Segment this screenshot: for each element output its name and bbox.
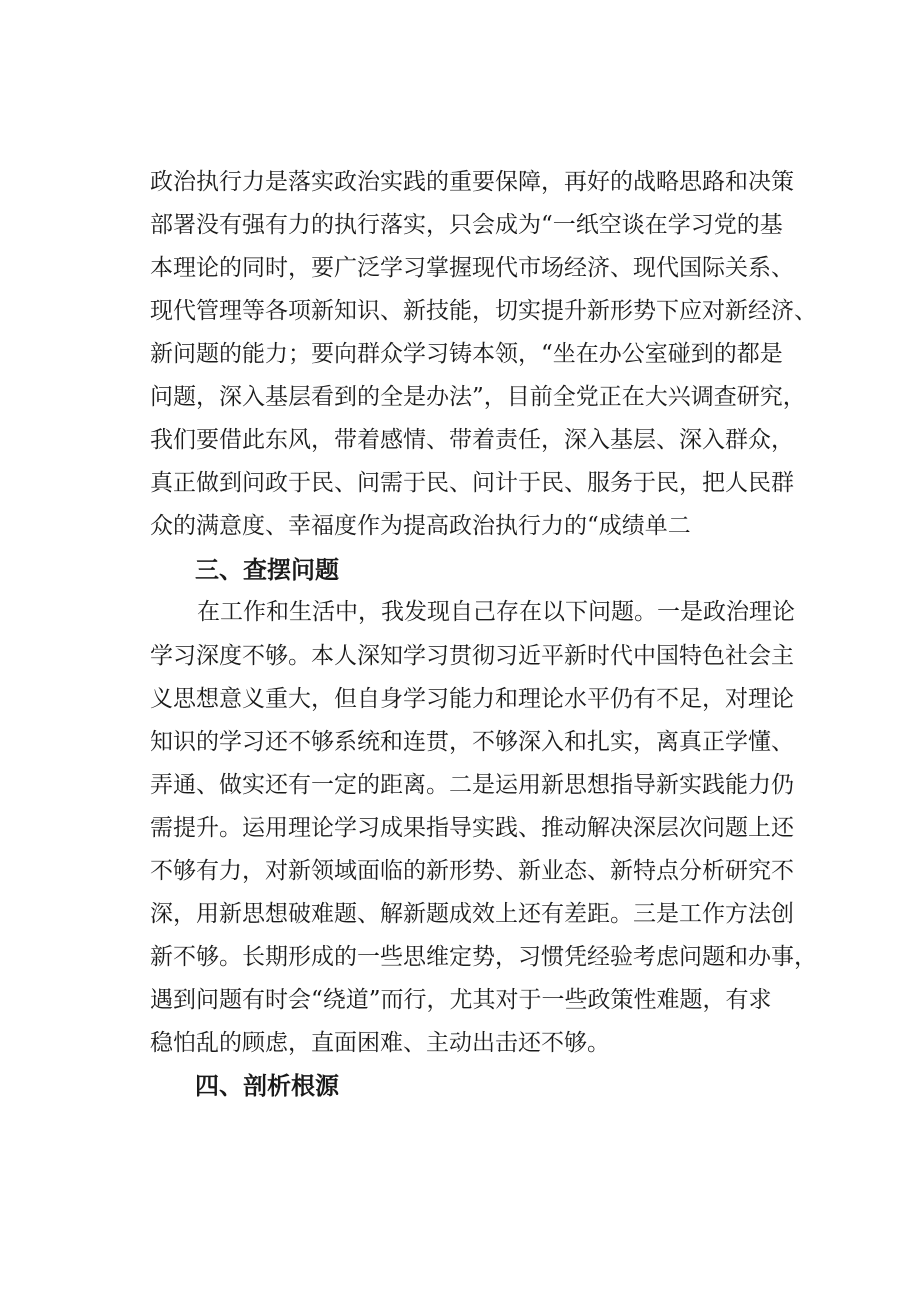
paragraph-2-line-2: 学习深度不够。本人深知学习贯彻习近平新时代中国特色社会主 — [150, 643, 794, 669]
paragraph-1-line-1: 政治执行力是落实政治实践的重要保障，再好的战略思路和决策 — [150, 169, 794, 195]
paragraph-1-line-3: 本理论的同时，要广泛学习掌握现代市场经济、现代国际关系、 — [150, 255, 794, 281]
paragraph-2-line-4: 知识的学习还不够系统和连贯，不够深入和扎实，离真正学懂、 — [150, 729, 794, 755]
paragraph-2-line-6: 需提升。运用理论学习成果指导实践、推动解决深层次问题上还 — [150, 815, 794, 841]
paragraph-1-line-5: 新问题的能力；要向群众学习铸本领，“坐在办公室碰到的都是 — [150, 341, 783, 367]
paragraph-2-line-5: 弄通、做实还有一定的距离。二是运用新思想指导新实践能力仍 — [150, 772, 794, 798]
paragraph-2-line-1: 在工作和生活中，我发现自己存在以下问题。一是政治理论 — [197, 599, 795, 625]
paragraph-2-line-10: 遇到问题有时会“绕道”而行，尤其对于一些政策性难题，有求 — [150, 987, 772, 1013]
paragraph-2-line-8: 深，用新思想破难题、解新题成效上还有差距。三是工作方法创 — [150, 901, 794, 927]
paragraph-1-line-4: 现代管理等各项新知识、新技能，切实提升新形势下应对新经济、 — [150, 298, 817, 324]
paragraph-1-line-8: 真正做到问政于民、问需于民、问计于民、服务于民，把人民群 — [150, 470, 794, 496]
section-heading-4: 四、剖析根源 — [195, 1072, 339, 1100]
paragraph-1-line-6: 问题，深入基层看到的全是办法”，目前全党正在大兴调查研究， — [150, 384, 806, 410]
paragraph-1-line-7: 我们要借此东风，带着感情、带着责任，深入基层、深入群众， — [150, 427, 794, 453]
section-heading-3: 三、查摆问题 — [195, 556, 339, 584]
paragraph-1-line-9: 众的满意度、幸福度作为提高政治执行力的“成绩单二 — [150, 513, 691, 539]
paragraph-2-line-9: 新不够。长期形成的一些思维定势，习惯凭经验考虑问题和办事， — [150, 944, 817, 970]
paragraph-2-line-3: 义思想意义重大，但自身学习能力和理论水平仍有不足，对理论 — [150, 686, 794, 712]
paragraph-1-line-2: 部署没有强有力的执行落实，只会成为“一纸空谈在学习党的基 — [150, 212, 783, 238]
paragraph-2-line-11: 稳怕乱的顾虑，直面困难、主动出击还不够。 — [150, 1030, 610, 1056]
paragraph-2-line-7: 不够有力，对新领域面临的新形势、新业态、新特点分析研究不 — [150, 858, 794, 884]
